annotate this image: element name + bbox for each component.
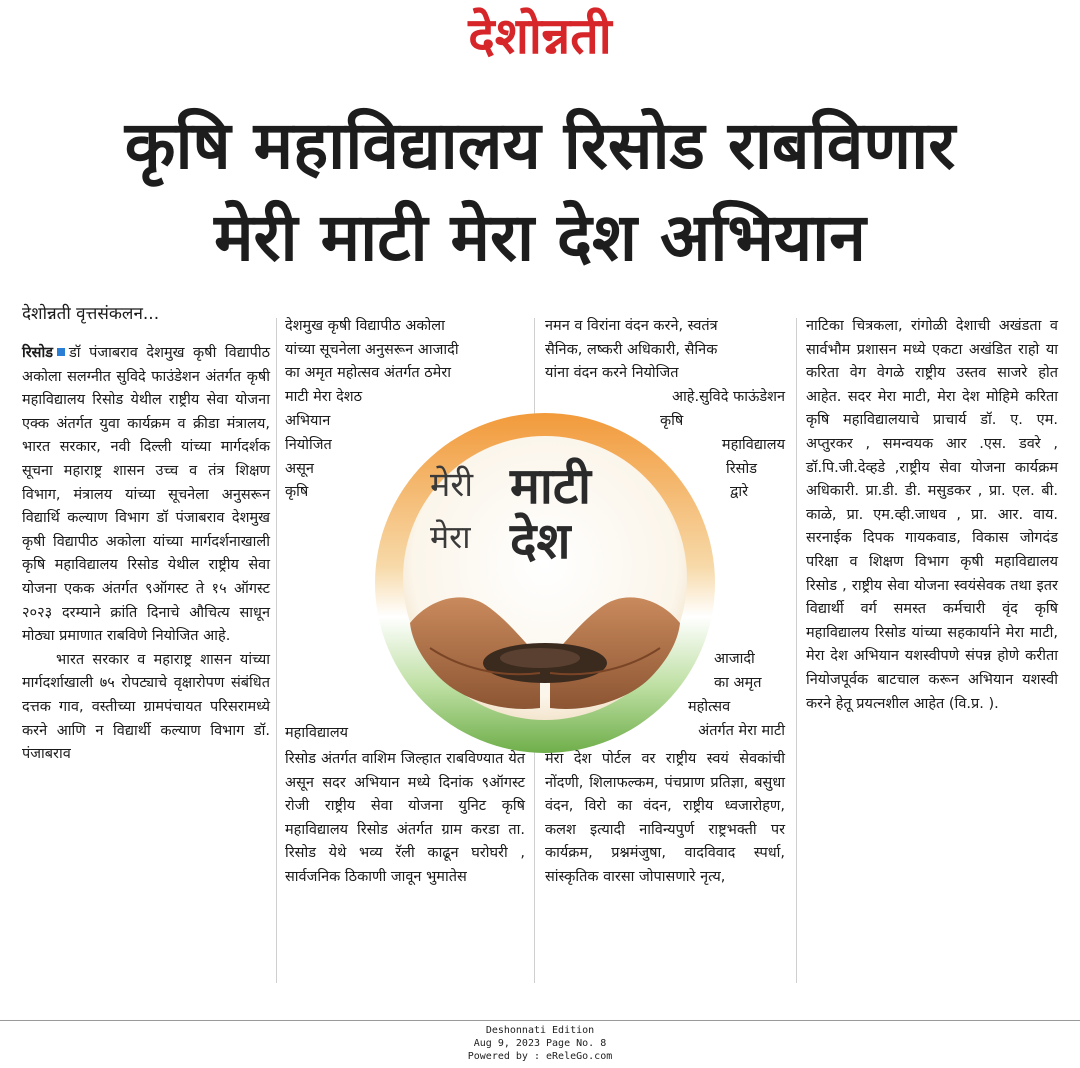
headline-line-2: मेरी माटी मेरा देश अभियान [214, 199, 866, 276]
square-bullet-icon [57, 348, 65, 356]
article-line: आहे.सुविदे फाऊंडेशन [671, 388, 785, 405]
article-line: देशमुख कृषी विद्यापीठ अकोला [285, 318, 445, 334]
article-line: यांच्या सूचनेला अनुसरून आजादी [285, 341, 459, 358]
article-paragraph: भारत सरकार व महाराष्ट्र शासन यांच्या मार्गदर्शाखाली ७५ रोपट्याचे वृक्षारोपण संबंधित दत्तक गाव, वस्तीच्या ग्रामपंचायत परिसरामध्ये करने आणि न विद्यार्थी कल्याण विभाग डॉ. पंजाबराव [22, 651, 270, 763]
article-wrap-word: अंतर्गत मेरा माटी [698, 723, 785, 739]
article-wrap-word: महोत्सव [688, 699, 731, 715]
meri-mati-mera-desh-emblem [370, 408, 720, 758]
footer-powered-by: Powered by : eReleGo.com [467, 1051, 613, 1062]
article-paragraph: डॉ पंजाबराव देशमुख कृषी विद्यापीठ अकोला सलग्नीत सुविदे फाउंडेशन अंतर्गत कृषी महाविद्यालय रिसोड येथील राष्ट्रीय सेवा योजना एक्क अंतर्गत युवा कार्यक्रम व क्रीडा मंत्रालय, भारत सरकार, नवी दिल्ली यांच्या मार्गदर्शक सूचना महाराष्ट्र शासन उच्च व तंत्र शिक्षण विभाग, मंत्रालय यांच्या सूचनेला अनुसरून विद्यार्थि कल्याण विभाग डॉ पंजाबराव देशमुख कृषी विद्यापीठ अकोला यांच्या मार्गदर्शनाखाली कृषि महाविद्यालय रिसोड येथील राष्ट्रीय सेवा योजना एकक अंतर्गत ९ऑगस्ट ते १५ ऑगस्ट २०२३ दरम्याने क्रांति दिनाचे औचित्य साधून मोठ्या प्रमाणात राबविणे नियोजित आहे. [22, 345, 270, 645]
article-column-2-top [285, 315, 525, 409]
article-line: नमन व विरांना वंदन करने, स्वतंत्र [545, 318, 718, 334]
article-wrap-word: नियोजित [285, 437, 332, 453]
article-wrap-word: रिसोड [726, 461, 758, 477]
byline: देशोन्नती वृत्तसंकलन... [22, 304, 160, 324]
article-column-2-bottom: रिसोड अंतर्गत वाशिम जिल्हात राबविण्यात येत असून सदर अभियान मध्ये दिनांक ९ऑगस्ट रोजी राष्ट्रीय सेवा योजना युनिट कृषि महाविद्यालय रिसोड अंतर्गत ग्राम करडा ता. रिसोड येथे भव्य रॅली काढून घरोघरी , सार्वजनिक ठिकाणी जावून भुमातेस [285, 751, 525, 885]
footer-divider [0, 1020, 1080, 1021]
article-line: का अमृत महोत्सव अंतर्गत ठमेरा [285, 365, 452, 382]
article-line: माटी मेरा देशठ [285, 388, 363, 405]
masthead-logo: देशोन्नती [468, 7, 612, 65]
article-column-3-top [545, 315, 785, 409]
article-wrap-word: अभियान [285, 413, 331, 429]
article-column-4: नाटिका चित्रकला, रांगोळी देशाची अखंडता व सार्वभौम प्रशासन मध्ये एकटा अखंडित राहो या करिता वेग वेगळे राष्ट्रीय उस्तव साजरे होत आहेत. सदर मेरा माटी, मेरा देश मोहिमे करिता कृषि महाविद्यालयाचे प्राचार्य डॉ. ए. एम. अप्तुरकर , समन्वयक आर .एस. डवरे , डॉ.पि.जी.देव्हडे ,राष्ट्रीय सेवा योजना कार्यक्रम अधिकारी. प्रा.डी. डी. मसुडकर , प्रा. एल. बी. काळे, प्रा. एम.व्ही.जाधव , प्रा. आर. वाय. सरनाईक दिपक गायकवाड, विकास जोगदंड परिक्षा व शिक्षण विभाग कृषी महाविद्यालय रिसोड , राष्ट्रीय सेवा योजना स्वयंसेवक तथा इतर विद्यार्थी वर्ग समस्त कर्मचारी वृंद कृषि महाविद्यालय रिसोड यांच्या सहकार्याने मेरा माटी, मेरा देश अभियान यशस्वीपणे संपन्न होणे करीता नियोजपूर्वक बाटचाल करून अभियान यशस्वी करने हेतू प्रयत्नशील आहेत (वि.प्र. ). [806, 318, 1058, 712]
article-wrap-word: का अमृत [714, 675, 762, 691]
article-wrap-word: महाविद्यालय [285, 725, 349, 741]
article-wrap-word: आजादी [714, 651, 755, 667]
footer-date-page: Aug 9, 2023 Page No. 8 [473, 1038, 607, 1049]
article-wrap-word: कृषि [660, 413, 684, 429]
dateline-location: रिसोड [22, 345, 54, 361]
column-divider [796, 318, 797, 983]
article-column-1 [22, 342, 270, 767]
emblem-text: देश [510, 512, 571, 570]
article-line: यांना वंदन करने नियोजित [545, 365, 679, 382]
column-divider [276, 318, 277, 983]
emblem-text: माटी [510, 457, 591, 515]
footer-edition: Deshonnati Edition [485, 1025, 595, 1036]
article-wrap-word: महाविद्यालय [721, 437, 785, 453]
footer [0, 1024, 1080, 1063]
article-wrap-word: द्वारे [730, 484, 749, 500]
emblem-text: मेरी [430, 465, 474, 505]
article-wrap-word: असून [285, 461, 314, 477]
emblem-text: मेरा [430, 518, 471, 556]
article-line: सैनिक, लष्करी अधिकारी, सैनिक [545, 341, 718, 358]
headline-line-1: कृषि महाविद्यालय रिसोड राबविणार [124, 107, 956, 184]
article-wrap-word: कृषि [285, 484, 309, 500]
article-column-3-bottom: मेरा देश पोर्टल वर राष्ट्रीय स्वयं सेवकांची नोंदणी, शिलाफल्कम, पंचप्राण प्रतिज्ञा, बसुधा वंदन, विरो का वंदन, राष्ट्रीय ध्वजारोहण, कलश इत्यादी नाविन्यपुर्ण राष्ट्रभक्ती पर कार्यक्रम, प्रश्नमंजुषा, वादविवाद स्पर्धा, सांस्कृतिक वारसा जोपासणारे नृत्य, [545, 751, 785, 885]
